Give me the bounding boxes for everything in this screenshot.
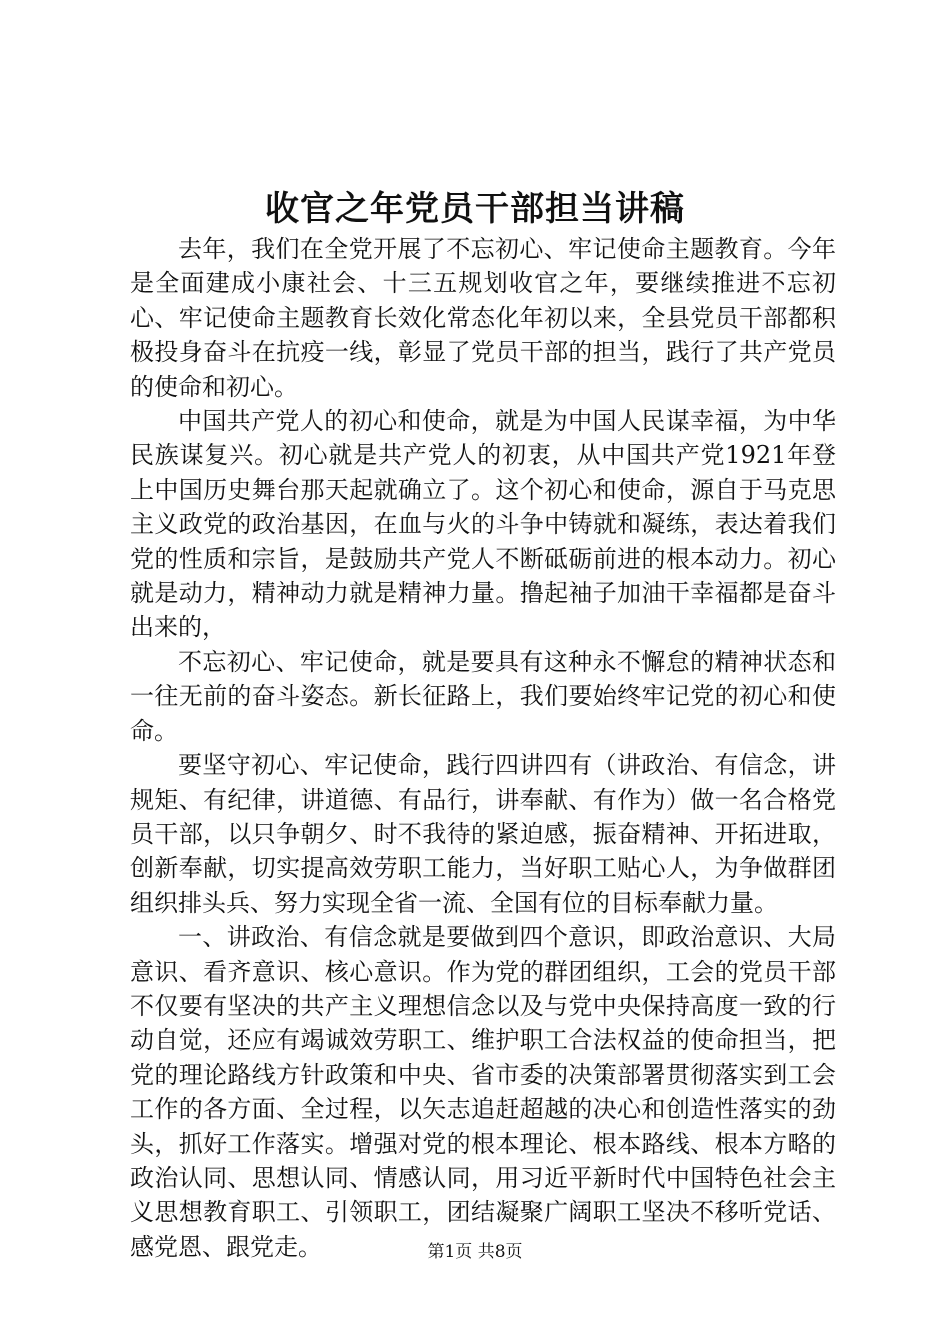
paragraph-5: 一、讲政治、有信念就是要做到四个意识，即政治意识、大局意识、看齐意识、核心意识。作为党的群团组织，工会的党员干部不仅要有坚决的共产主义理想信念以及与党中央保持高度一致的行动自觉，还应有竭诚效劳职工、维护职工合法权益的使命担当，把党的理论路线方针政策和中央、省市委的决策部署贯彻落实到工会工作的各方面、全过程，以矢志追赶超越的决心和创造性落实的劲头，抓好工作落实。增强对党的根本理论、根本路线、根本方略的政治认同、思想认同、情感认同，用习近平新时代中国特色社会主义思想教育职工、引领职工，团结凝聚广阔职工坚决不移听党话、感党恩、跟党走。 [130, 923, 836, 1261]
document-body [130, 232, 836, 1264]
paragraph-4: 要坚守初心、牢记使命，践行四讲四有（讲政治、有信念，讲规矩、有纪律，讲道德、有品行，讲奉献、有作为）做一名合格党员干部，以只争朝夕、时不我待的紧迫感，振奋精神、开拓进取，创新奉献，切实提高效劳职工能力，当好职工贴心人，为争做群团组织排头兵、努力实现全省一流、全国有位的目标奉献力量。 [130, 751, 836, 917]
paragraph-3: 不忘初心、牢记使命，就是要具有这种永不懈怠的精神状态和一往无前的奋斗姿态。新长征路上，我们要始终牢记党的初心和使命。 [130, 647, 836, 745]
page-number-footer: 第1页 共8页 [427, 1242, 523, 1262]
document-title: 收官之年党员干部担当讲稿 [265, 189, 685, 229]
paragraph-1: 去年，我们在全党开展了不忘初心、牢记使命主题教育。今年是全面建成小康社会、十三五规划收官之年，要继续推进不忘初心、牢记使命主题教育长效化常态化年初以来，全县党员干部都积极投身奋斗在抗疫一线，彰显了党员干部的担当，践行了共产党员的使命和初心。 [130, 235, 836, 401]
paragraph-2: 中国共产党人的初心和使命，就是为中国人民谋幸福，为中华民族谋复兴。初心就是共产党人的初衷，从中国共产党1921年登上中国历史舞台那天起就确立了。这个初心和使命，源自于马克思主义政党的政治基因，在血与火的斗争中铸就和凝练，表达着我们党的性质和宗旨，是鼓励共产党人不断砥砺前进的根本动力。初心就是动力，精神动力就是精神力量。撸起袖子加油干幸福都是奋斗出来的， [130, 407, 836, 642]
